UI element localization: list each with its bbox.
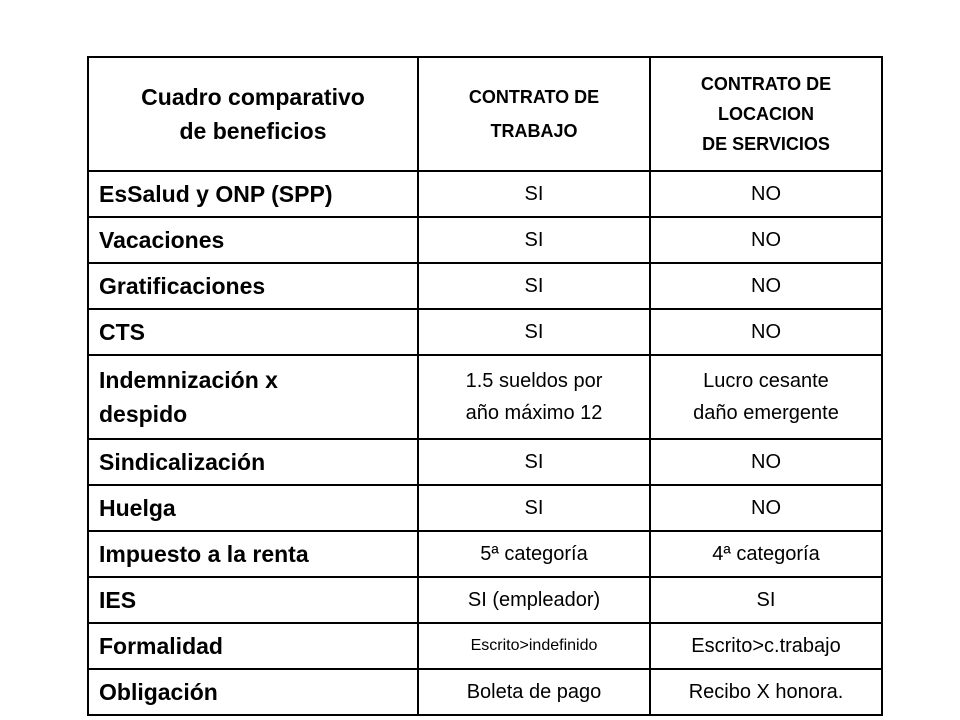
trabajo-value: Escrito>indefinido	[418, 623, 650, 669]
locacion-value: NO	[650, 171, 882, 217]
column-header-locacion	[650, 57, 882, 171]
trabajo-value: SI	[418, 309, 650, 355]
trabajo-value: SI	[418, 263, 650, 309]
table-row	[88, 623, 882, 669]
row-label: Vacaciones	[88, 217, 418, 263]
trabajo-value: SI	[418, 439, 650, 485]
table-row	[88, 171, 882, 217]
trabajo-value-line1: 1.5 sueldos por	[465, 370, 603, 392]
row-label: Formalidad	[88, 623, 418, 669]
trabajo-value	[418, 355, 650, 439]
locacion-value: Escrito>c.trabajo	[650, 623, 882, 669]
col2-line1: CONTRATO DE	[468, 87, 600, 107]
column-header-trabajo	[418, 57, 650, 171]
col3-line1: CONTRATO DE	[700, 74, 832, 94]
locacion-value	[650, 355, 882, 439]
row-label-line2: despido	[99, 401, 188, 427]
row-label	[88, 355, 418, 439]
locacion-value-line2: daño emergente	[693, 402, 839, 424]
row-label-line1: Indemnización x	[99, 367, 278, 393]
col3-line3: DE SERVICIOS	[702, 134, 830, 154]
trabajo-value: SI (empleador)	[418, 577, 650, 623]
row-label: Huelga	[88, 485, 418, 531]
row-label: Gratificaciones	[88, 263, 418, 309]
col2-line2: TRABAJO	[490, 121, 578, 141]
locacion-value: NO	[650, 263, 882, 309]
table-row	[88, 439, 882, 485]
comparison-table	[87, 56, 883, 716]
locacion-value: NO	[650, 439, 882, 485]
table-row	[88, 309, 882, 355]
row-label: Impuesto a la renta	[88, 531, 418, 577]
table-header-row	[88, 57, 882, 171]
row-label: IES	[88, 577, 418, 623]
row-label: CTS	[88, 309, 418, 355]
table-row	[88, 669, 882, 715]
table-row	[88, 217, 882, 263]
locacion-value: NO	[650, 485, 882, 531]
locacion-value: NO	[650, 309, 882, 355]
table-row	[88, 531, 882, 577]
row-label: EsSalud y ONP (SPP)	[88, 171, 418, 217]
row-label: Sindicalización	[88, 439, 418, 485]
corner-title-line2: de beneficios	[179, 118, 327, 144]
table-row	[88, 485, 882, 531]
trabajo-value: SI	[418, 485, 650, 531]
corner-title	[88, 57, 418, 171]
locacion-value-line1: Lucro cesante	[703, 370, 829, 392]
locacion-value: NO	[650, 217, 882, 263]
locacion-value: Recibo X honora.	[650, 669, 882, 715]
trabajo-value: SI	[418, 217, 650, 263]
table-row	[88, 355, 882, 439]
corner-title-line1: Cuadro comparativo	[141, 84, 365, 110]
table-row	[88, 263, 882, 309]
row-label: Obligación	[88, 669, 418, 715]
table-row	[88, 577, 882, 623]
trabajo-value-line2: año máximo 12	[465, 402, 603, 424]
trabajo-value: Boleta de pago	[418, 669, 650, 715]
col3-line2: LOCACION	[718, 104, 814, 124]
locacion-value: SI	[650, 577, 882, 623]
trabajo-value: 5ª categoría	[418, 531, 650, 577]
trabajo-value: SI	[418, 171, 650, 217]
locacion-value: 4ª categoría	[650, 531, 882, 577]
